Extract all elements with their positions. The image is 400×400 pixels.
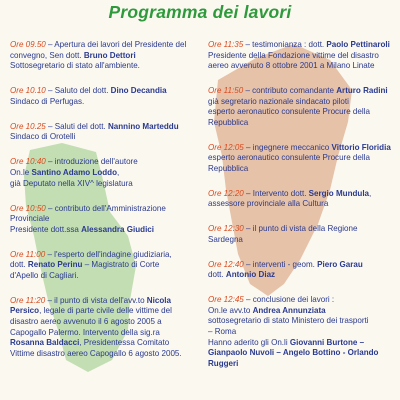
time-label: Ore 10.25 bbox=[10, 121, 46, 131]
speaker-name: Nicola bbox=[146, 295, 171, 305]
entry-text: , legale di parte civile delle vittime del bbox=[39, 306, 172, 316]
entry-text: On.le bbox=[10, 167, 32, 177]
speaker-name: Giovanni Burtone – bbox=[289, 337, 365, 347]
time-label: Ore 12:45 bbox=[208, 295, 244, 305]
entry-line bbox=[10, 157, 202, 168]
entry-line bbox=[10, 328, 202, 339]
entry-line bbox=[10, 317, 202, 328]
entry-text: – Saluti del dott. bbox=[45, 121, 108, 131]
entry-text: , Presidentessa Comitato bbox=[79, 338, 170, 348]
entry-line bbox=[208, 306, 396, 317]
entry-line bbox=[10, 349, 202, 360]
time-label: Ore 10:50 bbox=[10, 203, 46, 213]
time-label: Ore 12:20 bbox=[208, 188, 244, 198]
entry-text: – ingegnere meccanico bbox=[243, 142, 332, 152]
entry-text: Presidente dott.ssa bbox=[10, 224, 82, 234]
entry-text: Hanno aderito gli On.li bbox=[208, 337, 290, 347]
entry-line bbox=[10, 225, 202, 236]
entry-line bbox=[208, 97, 396, 108]
schedule-entry bbox=[10, 122, 202, 143]
entry-text: – conclusione dei lavori : bbox=[243, 295, 335, 305]
entry-line bbox=[208, 359, 396, 370]
entry-text: esperto aeronautico consulente Procure della bbox=[208, 153, 370, 163]
entry-line bbox=[10, 97, 202, 108]
entry-text: disastro aereo avvenuto il 6 agosto 2005 a bbox=[10, 317, 162, 327]
entry-text: aereo avvenuto 8 ottobre 2001 a Milano Linate bbox=[208, 61, 375, 71]
entry-line bbox=[208, 338, 396, 349]
entry-line bbox=[208, 61, 396, 72]
speaker-name: Ruggeri bbox=[208, 358, 239, 368]
entry-line bbox=[208, 348, 396, 359]
entry-line bbox=[208, 189, 396, 200]
schedule-entry bbox=[10, 40, 202, 72]
time-label: Ore 10:40 bbox=[10, 157, 46, 167]
entry-text: Repubblica bbox=[208, 163, 249, 173]
entry-line bbox=[208, 118, 396, 129]
schedule-left-column bbox=[10, 40, 202, 374]
time-label: Ore 09.50 bbox=[10, 40, 46, 49]
entry-text: Sardegna bbox=[208, 234, 243, 244]
entry-text: – interventi - geom. bbox=[243, 259, 318, 269]
schedule-entry bbox=[208, 260, 396, 281]
entry-text: – contributo comandante bbox=[243, 86, 337, 96]
speaker-name: Santino Adamo Loddo bbox=[31, 167, 118, 177]
speaker-name: Alessandra Giudici bbox=[81, 224, 155, 234]
entry-line bbox=[208, 107, 396, 118]
entry-line bbox=[208, 270, 396, 281]
speaker-name: Gianpaolo Nuvoli – Angelo Bottino - Orlando bbox=[208, 348, 379, 358]
speaker-name: Andrea Annunziata bbox=[252, 305, 326, 315]
schedule-entry bbox=[10, 157, 202, 189]
time-label: Ore 10.10 bbox=[10, 86, 46, 96]
schedule-right-column bbox=[208, 40, 396, 384]
entry-text: dott. bbox=[208, 270, 226, 280]
entry-line bbox=[208, 153, 396, 164]
entry-text: convegno, Sen dott. bbox=[10, 50, 84, 60]
time-label: Ore 12:30 bbox=[208, 224, 244, 234]
speaker-name: Vittorio Floridia bbox=[331, 142, 391, 152]
entry-text: , bbox=[369, 188, 372, 198]
entry-line bbox=[10, 168, 202, 179]
page-title: Programma dei lavori bbox=[108, 2, 292, 22]
entry-text: dott. bbox=[10, 260, 28, 270]
entry-line bbox=[208, 295, 396, 306]
entry-line bbox=[208, 143, 396, 154]
entry-line bbox=[10, 306, 202, 317]
time-label: Ore 11:50 bbox=[208, 86, 244, 96]
entry-text: Repubblica bbox=[208, 117, 249, 127]
entry-text: On.le avv.to bbox=[208, 305, 253, 315]
entry-line bbox=[208, 164, 396, 175]
entry-line bbox=[208, 224, 396, 235]
entry-text: sottosegretario di stato Ministero dei trasporti bbox=[208, 316, 369, 326]
speaker-name: Antonio Diaz bbox=[225, 270, 276, 280]
schedule-entry bbox=[10, 86, 202, 107]
entry-line bbox=[10, 51, 202, 62]
entry-line bbox=[10, 179, 202, 190]
entry-text: Capogallo Palermo. Intervento della sig.ra bbox=[10, 327, 160, 337]
entry-line bbox=[208, 235, 396, 246]
entry-line bbox=[208, 260, 396, 271]
entry-text: esperto aeronautico consulente Procure della bbox=[208, 107, 370, 117]
speaker-name: Dino Decandia bbox=[110, 86, 167, 96]
speaker-name: Piero Garau bbox=[317, 259, 363, 269]
entry-text: – l'esperto dell'indagine giudiziaria, bbox=[45, 249, 172, 259]
time-label: Ore 11:35 bbox=[208, 40, 244, 49]
entry-text: già segretario nazionale sindacato piloti bbox=[208, 96, 349, 106]
speaker-name: Paolo Pettinaroli bbox=[326, 40, 390, 49]
entry-text: Sindaco di Orotelli bbox=[10, 132, 76, 142]
speaker-name: Bruno Dettori bbox=[83, 50, 136, 60]
time-label: Ore 11:20 bbox=[10, 295, 46, 305]
speaker-name: Persico bbox=[10, 306, 40, 316]
entry-text: Sindaco di Perfugas. bbox=[10, 96, 85, 106]
time-label: Ore 12:40 bbox=[208, 259, 244, 269]
entry-line bbox=[10, 214, 202, 225]
entry-text: Presidente della Fondazione vittime del disastro bbox=[208, 50, 379, 60]
entry-line bbox=[208, 86, 396, 97]
entry-line bbox=[10, 250, 202, 261]
entry-line bbox=[10, 122, 202, 133]
entry-text: – il punto di vista della Regione bbox=[243, 224, 358, 234]
speaker-name: Arturo Radini bbox=[336, 86, 388, 96]
entry-text: , bbox=[117, 167, 120, 177]
entry-text: d'Apello di Cagliari. bbox=[10, 270, 79, 280]
schedule-entry bbox=[208, 189, 396, 210]
entry-line bbox=[10, 271, 202, 282]
entry-line bbox=[208, 40, 396, 51]
entry-line bbox=[10, 61, 202, 72]
schedule-entry bbox=[208, 224, 396, 245]
entry-text: – introduzione dell'autore bbox=[45, 157, 138, 167]
entry-line bbox=[10, 338, 202, 349]
schedule-entry bbox=[208, 143, 396, 175]
entry-text: Provinciale bbox=[10, 214, 50, 224]
entry-text: Sottosegretario di stato all'ambiente. bbox=[10, 61, 140, 71]
entry-text: – Saluto del dott. bbox=[45, 86, 111, 96]
entry-text: – il punto di vista dell'avv.to bbox=[45, 295, 147, 305]
entry-line bbox=[208, 51, 396, 62]
schedule-entry bbox=[208, 86, 396, 128]
speaker-name: Renato Perinu bbox=[27, 260, 83, 270]
entry-line bbox=[208, 199, 396, 210]
speaker-name: Sergio Mundula bbox=[308, 188, 370, 198]
entry-text: assessore provinciale alla Cultura bbox=[208, 199, 329, 209]
entry-line bbox=[10, 296, 202, 307]
entry-text: – Magistrato di Corte bbox=[82, 260, 160, 270]
entry-line bbox=[10, 40, 202, 51]
entry-line bbox=[208, 316, 396, 327]
entry-text: – testimonianza : dott. bbox=[243, 40, 327, 49]
entry-text: – Intervento dott. bbox=[243, 188, 309, 198]
entry-line bbox=[10, 86, 202, 97]
entry-line bbox=[10, 132, 202, 143]
speaker-name: Rosanna Baldacci bbox=[10, 338, 80, 348]
entry-text: Vittime disastro aereo Capogallo 6 agosto 2005. bbox=[10, 348, 182, 358]
schedule-entry bbox=[208, 40, 396, 72]
entry-line bbox=[208, 327, 396, 338]
entry-text: già Deputato nella XIV^ legislatura bbox=[10, 178, 133, 188]
time-label: Ore 12:05 bbox=[208, 142, 244, 152]
entry-text: – Roma bbox=[208, 327, 237, 337]
time-label: Ore 11:00 bbox=[10, 249, 46, 259]
schedule-entry bbox=[208, 295, 396, 369]
entry-line bbox=[10, 260, 202, 271]
entry-text: – contributo dell'Amministrazione bbox=[45, 203, 166, 213]
entry-line bbox=[10, 204, 202, 215]
schedule-entry bbox=[10, 204, 202, 236]
speaker-name: Nannino Marteddu bbox=[107, 121, 179, 131]
schedule-entry bbox=[10, 296, 202, 360]
entry-text: – Apertura dei lavori del Presidente del bbox=[45, 40, 187, 49]
schedule-entry bbox=[10, 250, 202, 282]
